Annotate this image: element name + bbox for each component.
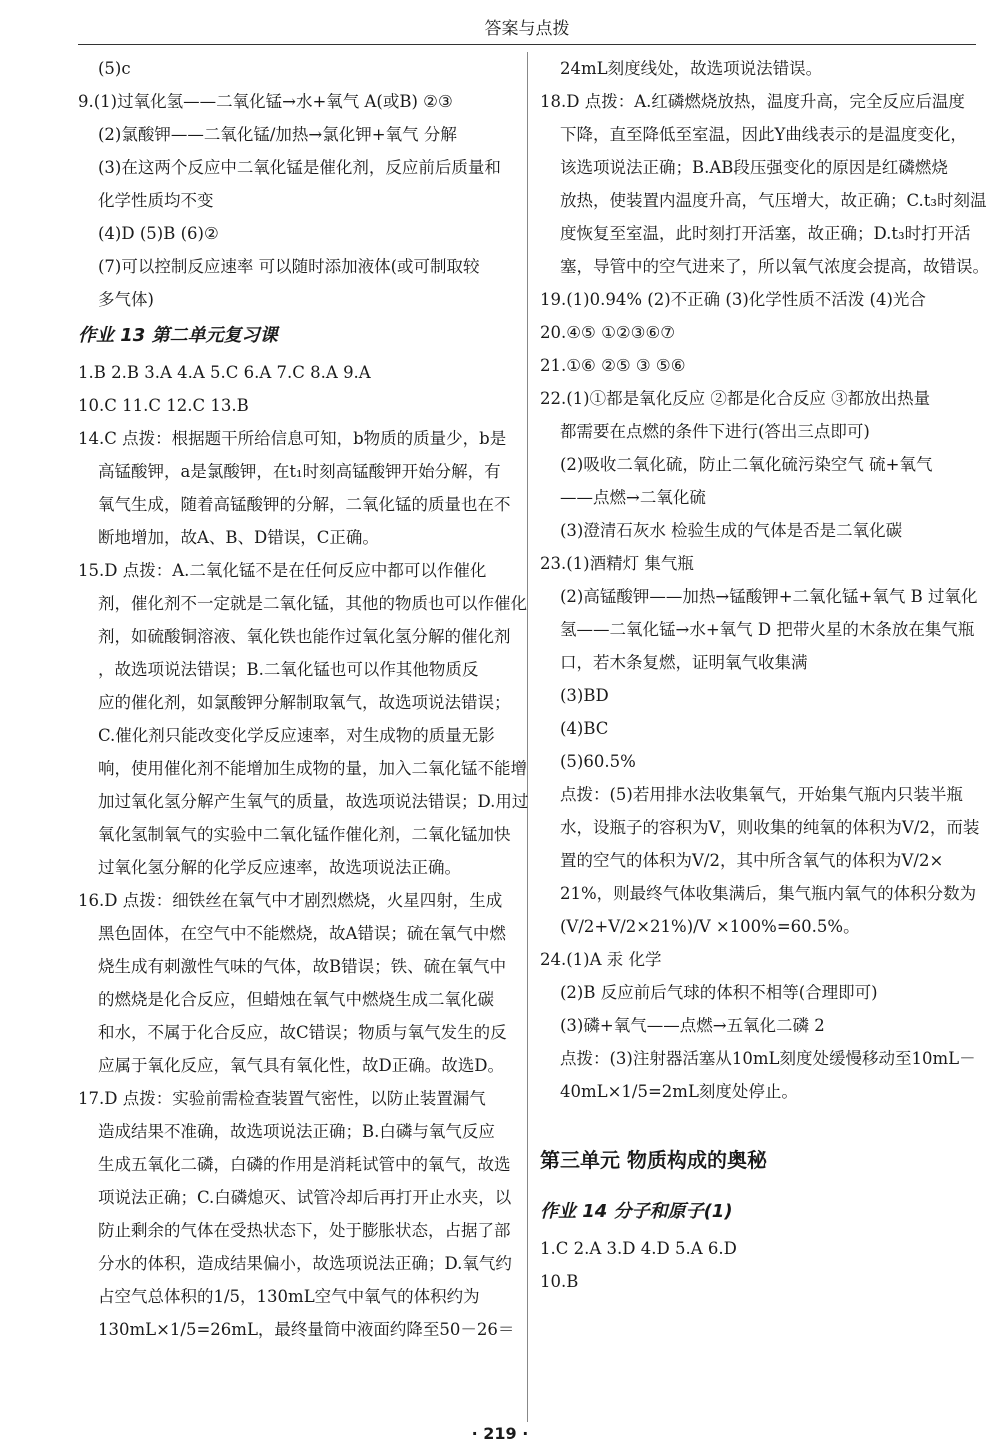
right-text-line: (3)澄清石灰水 检验生成的气体是否是二氧化碳 — [560, 521, 903, 540]
right-text-line: (V/2+V/2×21%)/V ×100%=60.5%。 — [560, 917, 860, 936]
right-text-line: 水，设瓶子的容积为V，则收集的纯氧的体积为V/2，而装 — [560, 818, 980, 837]
right-text-line: (3)磷+氧气——点燃→五氧化二磷 2 — [560, 1016, 825, 1035]
left-text-line: (3)在这两个反应中二氧化锰是催化剂，反应前后质量和 — [98, 158, 501, 177]
right-text-line: 20.④⑤ ①②③⑥⑦ — [540, 323, 676, 342]
right-text-line: 氢——二氧化锰→水+氧气 D 把带火星的木条放在集气瓶 — [560, 620, 975, 639]
right-text-line: 置的空气的体积为V/2，其中所含氧气的体积为V/2× — [560, 851, 944, 870]
left-text-line: 断地增加，故A、B、D错误，C正确。 — [98, 528, 379, 547]
right-text-line: (2)吸收二氧化硫，防止二氧化硫污染空气 硫+氧气 — [560, 455, 933, 474]
left-text-line: 氧化氢制氧气的实验中二氧化锰作催化剂，二氧化锰加快 — [98, 825, 511, 844]
right-text-line: 口，若木条复燃，证明氧气收集满 — [560, 653, 808, 672]
column-divider — [527, 52, 528, 1422]
left-text-line: 造成结果不准确，故选项说法正确；B.白磷与氧气反应 — [98, 1122, 495, 1141]
left-text-line: 14.C 点拨：根据题干所给信息可知，b物质的质量少，b是 — [78, 429, 507, 448]
left-text-line: 烧生成有刺激性气味的气体，故B错误；铁、硫在氧气中 — [98, 957, 507, 976]
left-text-line: 黑色固体，在空气中不能燃烧，故A错误；硫在氧气中燃 — [98, 924, 506, 943]
left-text-line: 过氧化氢分解的化学反应速率，故选项说法正确。 — [98, 858, 461, 877]
right-text-line: 40mL×1/5=2mL刻度处停止。 — [560, 1082, 798, 1101]
left-text-line: 15.D 点拨：A.二氧化锰不是在任何反应中都可以作催化 — [78, 561, 487, 580]
right-text-line: (5)60.5% — [560, 752, 636, 771]
left-text-line: ，故选项说法错误；B.二氧化锰也可以作其他物质反 — [98, 660, 479, 679]
right-text-line: 18.D 点拨：A.红磷燃烧放热，温度升高，完全反应后温度 — [540, 92, 965, 111]
right-text-line: 度恢复至室温，此时刻打开活塞，故正确；D.t₃时打开活 — [560, 224, 971, 243]
left-text-line: 加过氧化氢分解产生氧气的质量，故选项说法错误；D.用过 — [98, 792, 529, 811]
left-text-line: 10.C 11.C 12.C 13.B — [78, 396, 249, 415]
left-text-line: 9.(1)过氧化氢——二氧化锰→水+氧气 A(或B) ②③ — [78, 92, 453, 111]
left-text-line: 化学性质均不变 — [98, 191, 214, 210]
left-text-line: 占空气总体积的1/5，130mL空气中氧气的体积约为 — [98, 1287, 480, 1306]
left-text-line: 剂，催化剂不一定就是二氧化锰，其他的物质也可以作催化 — [98, 594, 527, 613]
right-column — [540, 52, 989, 1298]
right-text-line: 23.(1)酒精灯 集气瓶 — [540, 554, 694, 573]
right-text-line: 1.C 2.A 3.D 4.D 5.A 6.D — [540, 1239, 737, 1258]
right-text-line: 24.(1)A 汞 化学 — [540, 950, 662, 969]
right-text-line: 21.①⑥ ②⑤ ③ ⑤⑥ — [540, 356, 686, 375]
left-text-line: 130mL×1/5=26mL，最终量筒中液面约降至50－26＝ — [98, 1320, 515, 1339]
right-text-line: (2)B 反应前后气球的体积不相等(合理即可) — [560, 983, 878, 1002]
left-text-line: 作业 13 第二单元复习课 — [78, 325, 278, 346]
left-text-line: (7)可以控制反应速率 可以随时添加液体(或可制取较 — [98, 257, 480, 276]
left-text-line: 氧气生成，随着高锰酸钾的分解，二氧化锰的质量也在不 — [98, 495, 511, 514]
right-text-line: 都需要在点燃的条件下进行(答出三点即可) — [560, 422, 870, 441]
right-text-line: 19.(1)0.94% (2)不正确 (3)化学性质不活泼 (4)光合 — [540, 290, 926, 309]
left-text-line: 和水，不属于化合反应，故C错误；物质与氧气发生的反 — [98, 1023, 507, 1042]
left-text-line: 响，使用催化剂不能增加生成物的量，加入二氧化锰不能增 — [98, 759, 527, 778]
left-text-line: (5)c — [98, 59, 131, 78]
left-text-line: C.催化剂只能改变化学反应速率，对生成物的质量无影 — [98, 726, 495, 745]
left-text-line: (2)氯酸钾——二氧化锰/加热→氯化钾+氧气 分解 — [98, 125, 457, 144]
right-text-line: ——点燃→二氧化硫 — [560, 488, 706, 507]
right-text-line: (3)BD — [560, 686, 609, 705]
right-text-line: 21%，则最终气体收集满后，集气瓶内氧气的体积分数为 — [560, 884, 977, 903]
right-text-line: 放热，使装置内温度升高，气压增大，故正确；C.t₃时刻温 — [560, 191, 987, 210]
left-text-line: 高锰酸钾，a是氯酸钾，在t₁时刻高锰酸钾开始分解，有 — [98, 462, 501, 481]
left-text-line: 的燃烧是化合反应，但蜡烛在氧气中燃烧生成二氧化碳 — [98, 990, 494, 1009]
page-number: · 219 · — [471, 1424, 529, 1443]
left-text-line: 1.B 2.B 3.A 4.A 5.C 6.A 7.C 8.A 9.A — [78, 363, 371, 382]
right-text-line: (4)BC — [560, 719, 609, 738]
right-text-line: 该选项说法正确；B.AB段压强变化的原因是红磷燃烧 — [560, 158, 948, 177]
left-text-line: (4)D (5)B (6)② — [98, 224, 219, 243]
left-text-line: 应的催化剂，如氯酸钾分解制取氧气，故选项说法错误； — [98, 693, 511, 712]
right-text-line: 塞，导管中的空气进来了，所以氧气浓度会提高，故错误。 — [560, 257, 989, 276]
right-text-line: 点拨：(3)注射器活塞从10mL刻度处缓慢移动至10mL－ — [560, 1049, 976, 1068]
left-text-line: 16.D 点拨：细铁丝在氧气中才剧烈燃烧，火星四射，生成 — [78, 891, 503, 910]
right-text-line: 作业 14 分子和原子(1) — [540, 1201, 733, 1222]
right-text-line: (2)高锰酸钾——加热→锰酸钾+二氧化锰+氧气 B 过氧化 — [560, 587, 978, 606]
right-text-line: 10.B — [540, 1272, 579, 1291]
left-text-line: 项说法正确；C.白磷熄灭、试管冷却后再打开止水夹，以 — [98, 1188, 512, 1207]
left-text-line: 剂，如硫酸铜溶液、氧化铁也能作过氧化氢分解的催化剂 — [98, 627, 511, 646]
left-text-line: 防止剩余的气体在受热状态下，处于膨胀状态，占据了部 — [98, 1221, 511, 1240]
left-text-line: 分水的体积，造成结果偏小，故选项说法正确；D.氧气约 — [98, 1254, 512, 1273]
left-text-line: 多气体) — [98, 290, 154, 309]
right-text-line: 24mL刻度线处，故选项说法错误。 — [560, 59, 823, 78]
right-text-line: 下降，直至降低至室温，因此Y曲线表示的是温度变化， — [560, 125, 967, 144]
left-text-line: 应属于氧化反应，氧气具有氧化性，故D正确。故选D。 — [98, 1056, 504, 1075]
right-text-line: 第三单元 物质构成的奥秘 — [540, 1148, 767, 1172]
left-text-line: 生成五氧化二磷，白磷的作用是消耗试管中的氧气，故选 — [98, 1155, 511, 1174]
page-header: 答案与点拨 — [78, 14, 976, 45]
right-text-line: 点拨：(5)若用排水法收集氧气，开始集气瓶内只装半瓶 — [560, 785, 963, 804]
right-text-line: 22.(1)①都是氧化反应 ②都是化合反应 ③都放出热量 — [540, 389, 931, 408]
left-column — [78, 52, 529, 1346]
left-text-line: 17.D 点拨：实验前需检查装置气密性，以防止装置漏气 — [78, 1089, 486, 1108]
